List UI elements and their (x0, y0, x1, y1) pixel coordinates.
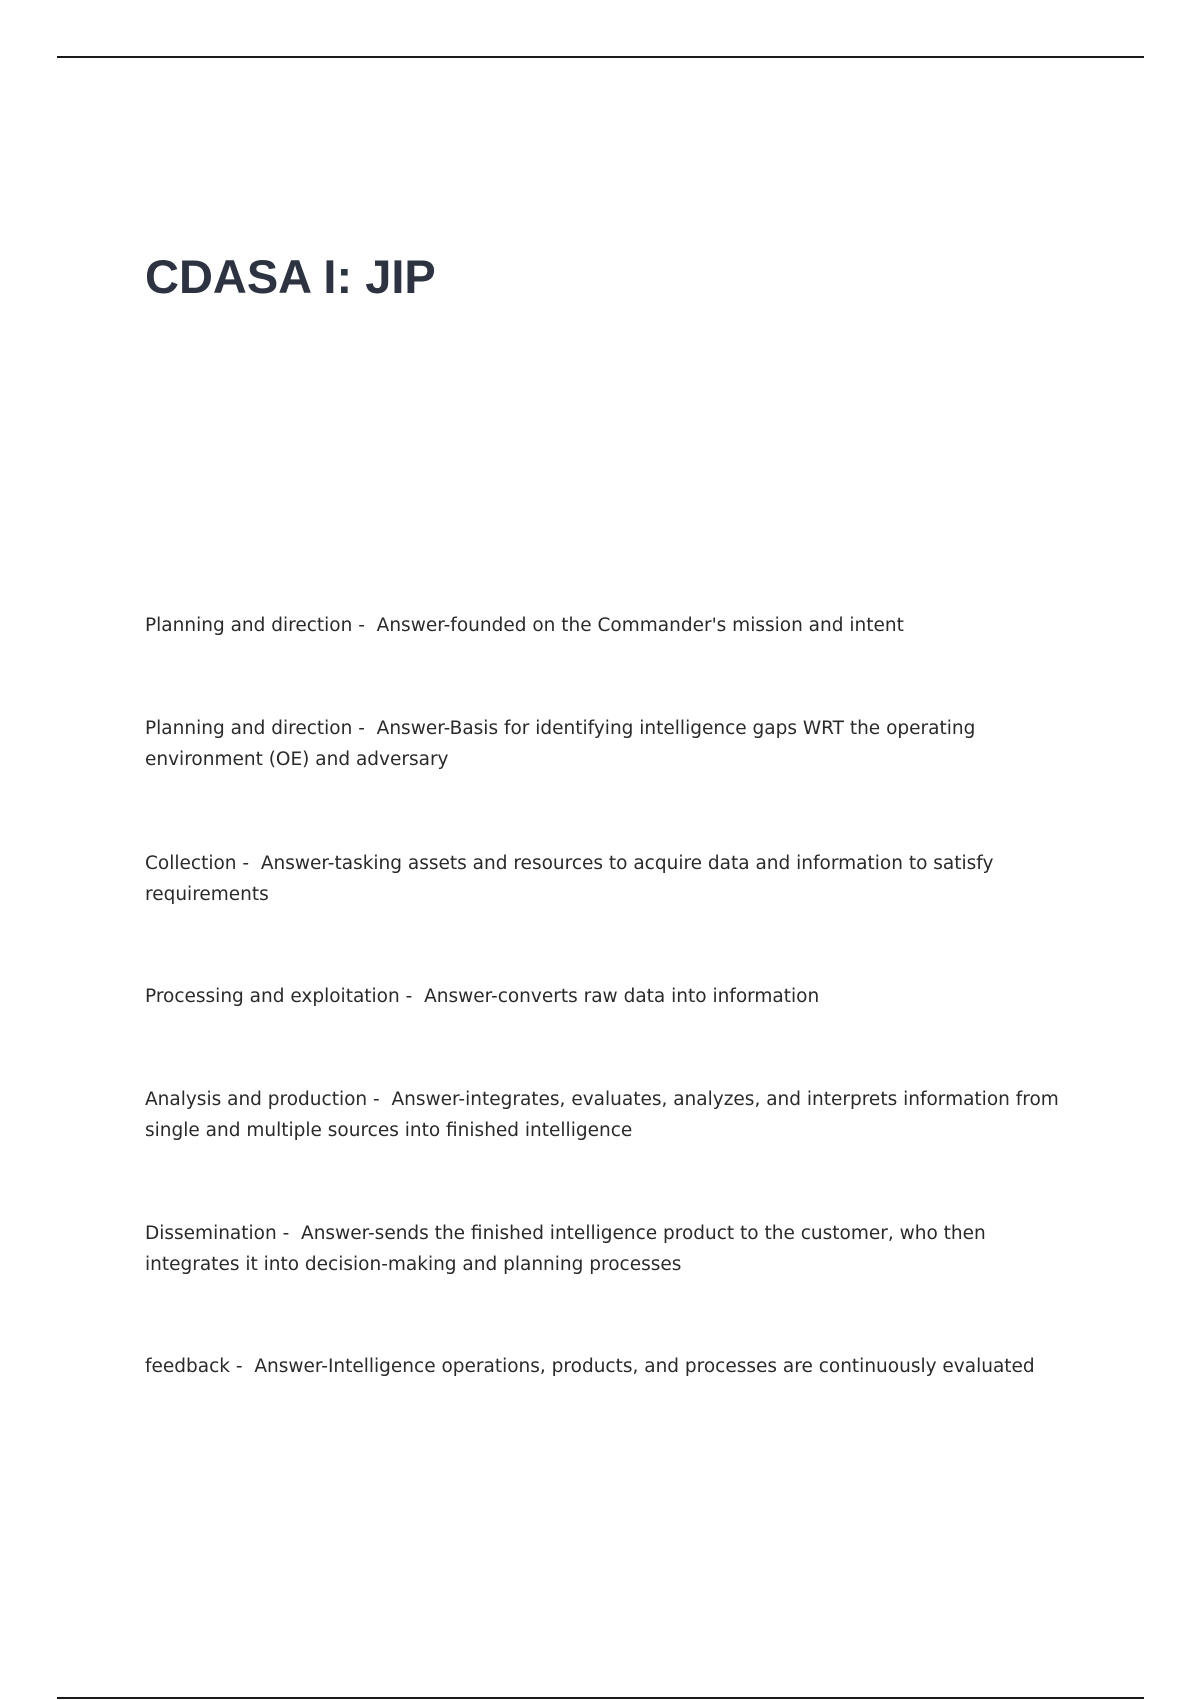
qa-item: Processing and exploitation - Answer-converts raw data into information (145, 986, 820, 1007)
qa-answer: Answer-Intelligence operations, products, and processes are continuously evaluated (254, 1356, 1035, 1377)
qa-answer: Answer-sends the finished intelligence product to the customer, who then integrates it into decision-making and planning processes (145, 1223, 986, 1275)
qa-term: feedback (145, 1356, 230, 1377)
qa-term: Analysis and production (145, 1089, 368, 1110)
qa-answer: Answer-integrates, evaluates, analyzes, and interprets information from single and multiple sources into finished intelligence (145, 1089, 1059, 1141)
qa-item: Collection - Answer-tasking assets and resources to acquire data and information to satisfy requirements (145, 853, 994, 905)
qa-answer: Answer-Basis for identifying intelligence gaps WRT the operating environment (OE) and adversary (145, 718, 976, 770)
qa-term: Processing and exploitation (145, 986, 400, 1007)
header-rule (57, 56, 1144, 58)
qa-answer: Answer-converts raw data into information (424, 986, 820, 1007)
qa-item: Dissemination - Answer-sends the finished intelligence product to the customer, who then integrates it into decision-making and planning processes (145, 1223, 986, 1275)
qa-term: Planning and direction (145, 615, 353, 636)
qa-answer: Answer-tasking assets and resources to acquire data and information to satisfy requirements (145, 853, 994, 905)
qa-item: Analysis and production - Answer-integrates, evaluates, analyzes, and interprets information from single and multiple sources into finished intelligence (145, 1089, 1059, 1141)
qa-item: feedback - Answer-Intelligence operations, products, and processes are continuously evaluated (145, 1356, 1035, 1377)
qa-answer: Answer-founded on the Commander's mission and intent (376, 615, 904, 636)
qa-item: Planning and direction - Answer-founded on the Commander's mission and intent (145, 615, 904, 636)
qa-term: Collection (145, 853, 237, 874)
qa-item: Planning and direction - Answer-Basis for identifying intelligence gaps WRT the operating environment (OE) and adversary (145, 718, 976, 770)
document-title: CDASA I: JIP (145, 250, 436, 303)
footer-rule (57, 1697, 1144, 1699)
qa-term: Planning and direction (145, 718, 353, 739)
qa-term: Dissemination (145, 1223, 277, 1244)
